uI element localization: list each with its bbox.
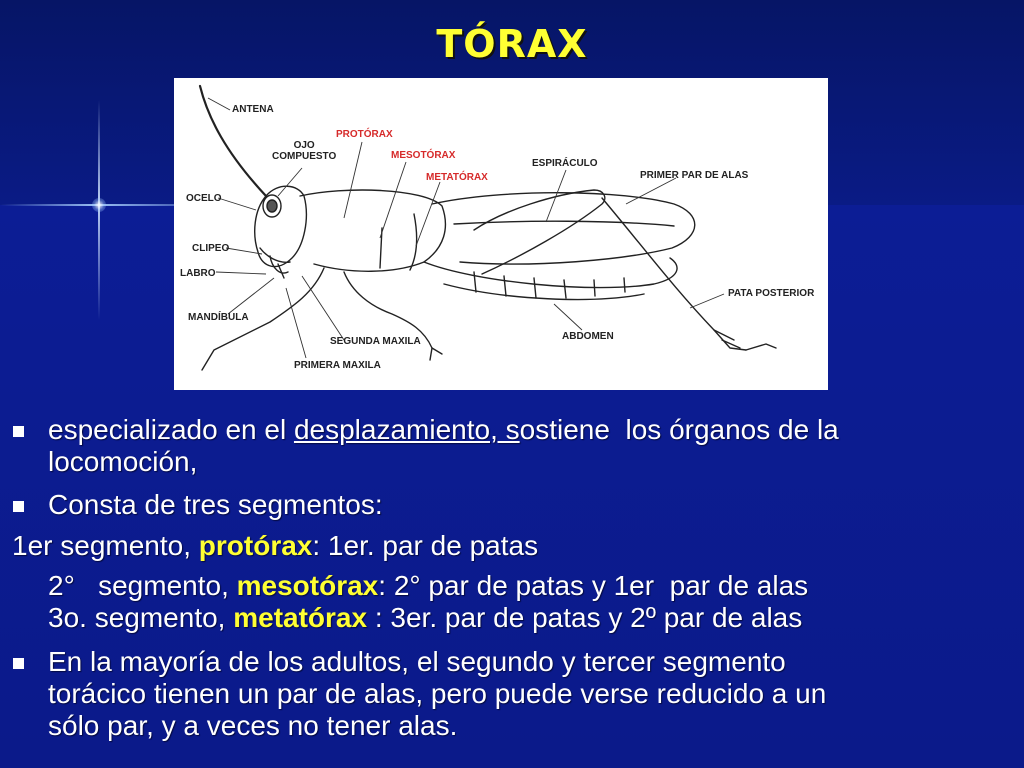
label-primera-maxila: PRIMERA MAXILA — [294, 360, 381, 371]
label-ojo-compuesto: OJO COMPUESTO — [272, 140, 337, 162]
label-metatorax: METATÓRAX — [426, 172, 488, 183]
bullet-1-text-b: ostiene — [519, 414, 610, 445]
segment-2-pre: 2° segmento, — [48, 570, 237, 601]
label-labro: LABRO — [180, 268, 216, 279]
bullet-3-line-3: sólo par, y a veces no tener alas. — [48, 710, 458, 741]
segment-1-keyword: protórax — [198, 530, 313, 561]
label-ocelo: OCELO — [186, 193, 222, 204]
segment-2 — [48, 570, 808, 601]
label-protorax: PROTÓRAX — [336, 129, 393, 140]
bullet-3-line-1: En la mayoría de los adultos, el segundo y tercer segmento — [48, 646, 786, 677]
segment-2-post: : 2° par de patas y 1er par de alas — [378, 570, 809, 601]
slide-title: TÓRAX — [436, 22, 588, 66]
segment-3-keyword: metatórax — [233, 602, 368, 633]
bullet-2: Consta de tres segmentos: — [48, 489, 383, 520]
segment-1-pre: 1er segmento, — [12, 530, 199, 561]
light-flare-core — [92, 198, 106, 212]
segment-1 — [12, 530, 538, 561]
label-clipeo: CLIPEO — [192, 243, 230, 254]
bullet-1-underlined: desplazamiento, s — [293, 414, 520, 445]
label-antena: ANTENA — [232, 104, 274, 115]
label-espiraculo: ESPIRÁCULO — [532, 158, 598, 169]
label-pata-posterior: PATA POSTERIOR — [728, 288, 815, 299]
label-primer-par-alas: PRIMER PAR DE ALAS — [640, 170, 749, 181]
bullet-1-line-1 — [48, 414, 839, 445]
grasshopper-diagram — [174, 78, 828, 390]
segment-3-pre: 3o. segmento, — [48, 602, 234, 633]
label-abdomen: ABDOMEN — [562, 331, 614, 342]
bullet-marker — [13, 658, 24, 669]
label-mesotorax: MESOTÓRAX — [391, 150, 456, 161]
segment-3 — [48, 602, 802, 633]
segment-2-keyword: mesotórax — [236, 570, 379, 601]
bullet-1-line-2: locomoción, — [48, 446, 198, 477]
bullet-marker — [13, 501, 24, 512]
label-mandibula: MANDÍBULA — [188, 312, 249, 323]
bullet-3-line-2: torácico tienen un par de alas, pero puede verse reducido a un — [48, 678, 827, 709]
bullet-1-text-a: especializado en el — [48, 414, 294, 445]
bullet-marker — [13, 426, 24, 437]
bullet-1-text-c: los órganos de la — [609, 414, 839, 445]
segment-1-post: : 1er. par de patas — [312, 530, 539, 561]
grasshopper-illustration — [174, 78, 828, 390]
label-segunda-maxila: SEGUNDA MAXILA — [330, 336, 421, 347]
segment-3-post: : 3er. par de patas y 2º par de alas — [367, 602, 803, 633]
